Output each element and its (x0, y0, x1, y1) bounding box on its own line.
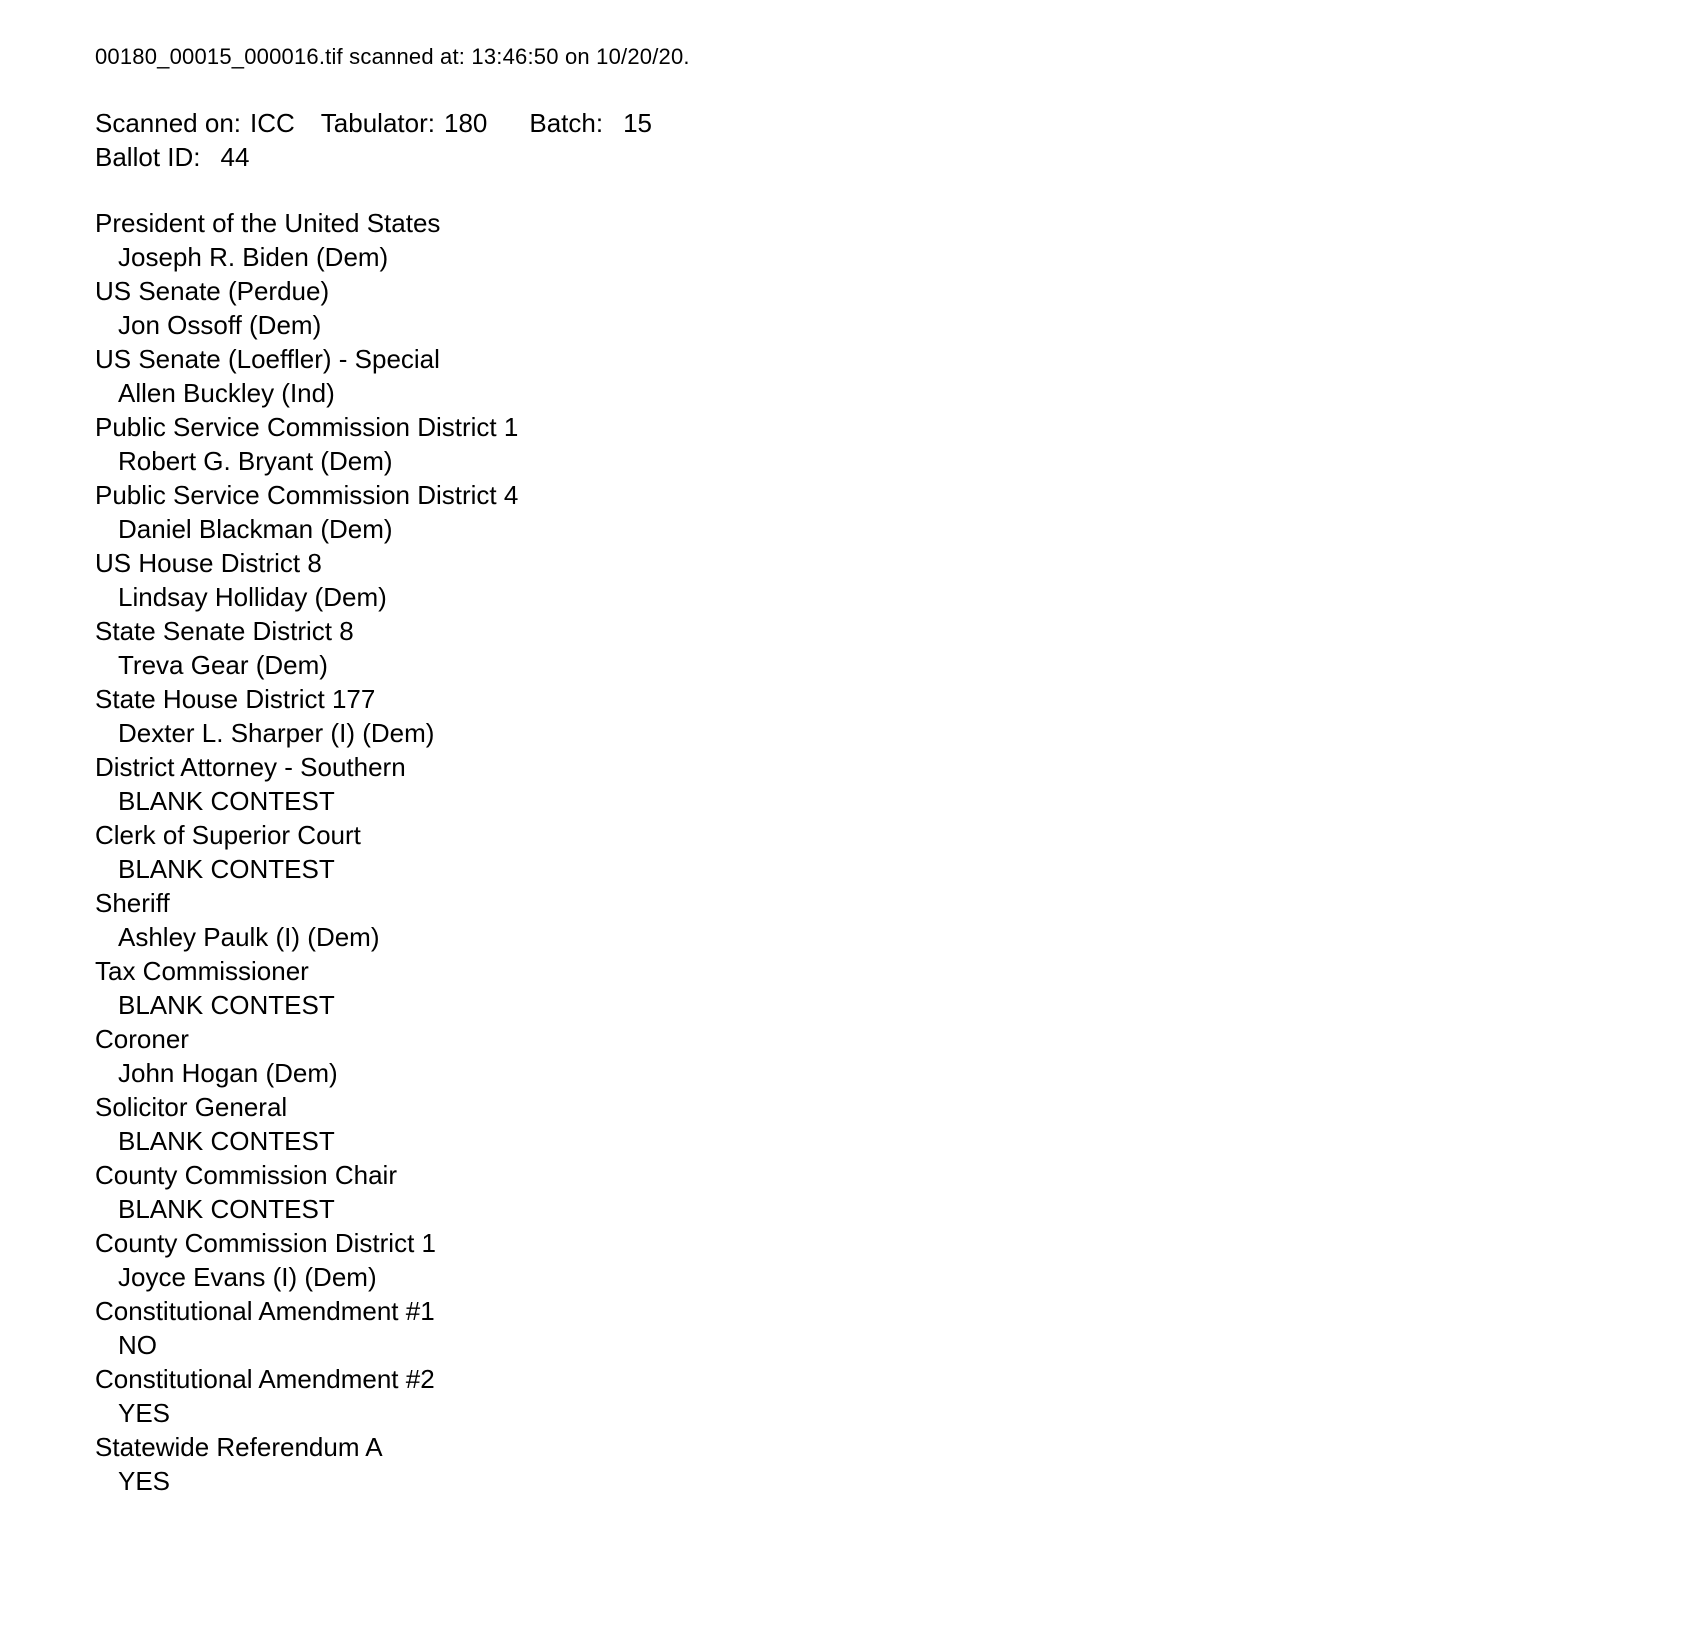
contest-office: Sheriff (95, 888, 170, 918)
contest-selection: YES (118, 1466, 171, 1496)
contest-selection: Joyce Evans (I) (Dem) (118, 1262, 377, 1292)
contest-entry (95, 886, 1668, 954)
spacer (95, 174, 1668, 206)
contest-office: Solicitor General (95, 1092, 288, 1122)
contest-entry (95, 546, 1668, 614)
contest-selection: Allen Buckley (Ind) (118, 378, 335, 408)
contest-entry (95, 1294, 1668, 1362)
contest-selection: Daniel Blackman (Dem) (118, 514, 393, 544)
contest-entry (95, 1022, 1668, 1090)
ballot-id-value: 44 (220, 142, 250, 172)
contest-office: Clerk of Superior Court (95, 820, 361, 850)
contest-entry (95, 1090, 1668, 1158)
contest-entry (95, 750, 1668, 818)
contest-entry (95, 274, 1668, 342)
scan-info-line (95, 106, 1668, 140)
contest-office: US House District 8 (95, 548, 322, 578)
contest-office: State House District 177 (95, 684, 376, 714)
batch-label: Batch: (529, 108, 604, 138)
contest-office: Constitutional Amendment #2 (95, 1364, 435, 1394)
contest-selection: John Hogan (Dem) (118, 1058, 338, 1088)
tabulator-value: 180 (443, 108, 488, 138)
contest-office: Public Service Commission District 1 (95, 412, 519, 442)
ballot-id-line (95, 140, 1668, 174)
contest-selection: Dexter L. Sharper (I) (Dem) (118, 718, 435, 748)
contest-entry (95, 1362, 1668, 1430)
contest-entry (95, 206, 1668, 274)
scanned-on-value: ICC (250, 108, 295, 138)
contest-entry (95, 342, 1668, 410)
spacer (95, 74, 1668, 106)
contest-office: US Senate (Perdue) (95, 276, 330, 306)
contest-selection: Joseph R. Biden (Dem) (118, 242, 389, 272)
contest-office: County Commission District 1 (95, 1228, 436, 1258)
contest-selection: Jon Ossoff (Dem) (118, 310, 322, 340)
contest-selection: BLANK CONTEST (118, 854, 335, 884)
ballot-id-label: Ballot ID: (95, 142, 201, 172)
contest-selection: BLANK CONTEST (118, 1126, 335, 1156)
contest-office: President of the United States (95, 208, 441, 238)
tabulator-label: Tabulator: (320, 108, 435, 138)
contest-entry (95, 682, 1668, 750)
contest-selection: Treva Gear (Dem) (118, 650, 328, 680)
contest-entry (95, 1430, 1668, 1498)
contest-office: County Commission Chair (95, 1160, 397, 1190)
contest-entry (95, 954, 1668, 1022)
contest-office: District Attorney - Southern (95, 752, 406, 782)
contest-list (95, 206, 1668, 1498)
contest-selection: YES (118, 1398, 171, 1428)
contest-entry (95, 478, 1668, 546)
contest-entry (95, 410, 1668, 478)
contest-entry (95, 1158, 1668, 1226)
contest-office: State Senate District 8 (95, 616, 354, 646)
batch-value: 15 (623, 108, 653, 138)
scanned-on-label: Scanned on: (95, 108, 242, 138)
contest-office: Tax Commissioner (95, 956, 309, 986)
contest-selection: BLANK CONTEST (118, 1194, 335, 1224)
contest-entry (95, 1226, 1668, 1294)
contest-selection: Lindsay Holliday (Dem) (118, 582, 387, 612)
contest-selection: BLANK CONTEST (118, 990, 335, 1020)
contest-selection: NO (118, 1330, 157, 1360)
contest-entry (95, 614, 1668, 682)
contest-selection: Robert G. Bryant (Dem) (118, 446, 393, 476)
contest-selection: Ashley Paulk (I) (Dem) (118, 922, 380, 952)
contest-office: US Senate (Loeffler) - Special (95, 344, 440, 374)
scan-filename-line: 00180_00015_000016.tif scanned at: 13:46:50 on 10/20/20. (95, 44, 690, 69)
contest-office: Constitutional Amendment #1 (95, 1296, 435, 1326)
contest-office: Statewide Referendum A (95, 1432, 383, 1462)
contest-entry (95, 818, 1668, 886)
contest-selection: BLANK CONTEST (118, 786, 335, 816)
contest-office: Coroner (95, 1024, 189, 1054)
contest-office: Public Service Commission District 4 (95, 480, 519, 510)
